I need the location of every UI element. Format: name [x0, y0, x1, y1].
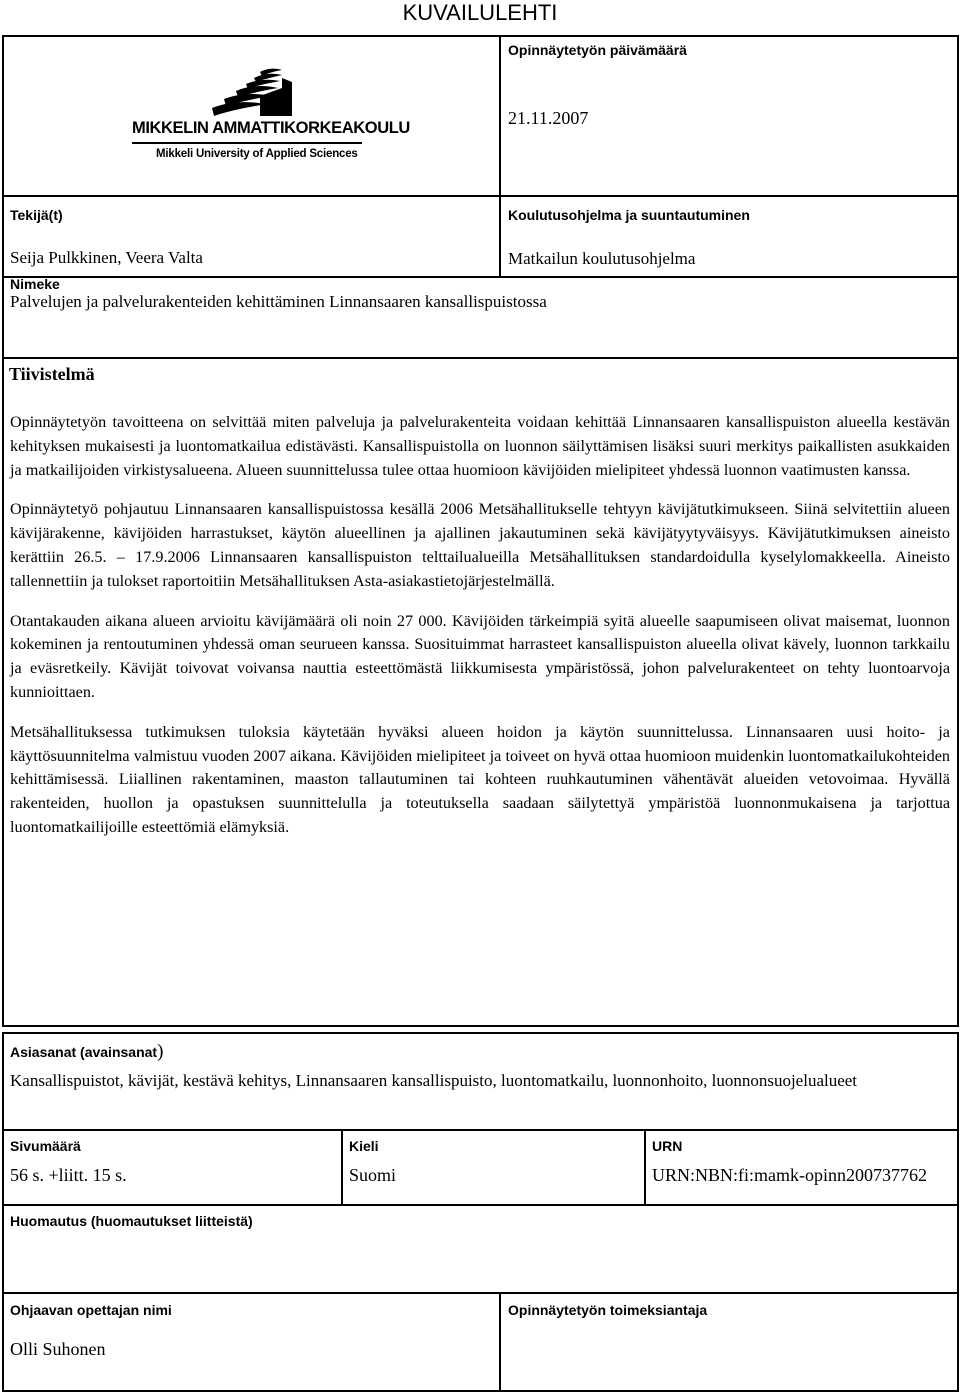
urn-value: URN:NBN:fi:mamk-opinn200737762	[652, 1165, 927, 1185]
language-label: Kieli	[349, 1138, 379, 1154]
program-value: Matkailun koulutusohjelma	[508, 249, 696, 268]
title-label: Nimeke	[10, 276, 60, 292]
authors-value: Seija Pulkkinen, Veera Valta	[10, 248, 203, 267]
abstract-paragraph: Metsähallituksessa tutkimuksen tuloksia käytetään hyväksi alueen hoidon ja käytön suunnittelussa. Linnansaaren uusi hoito- ja käyttösuunnitelma valmistuu vuoden 2007 aikana. Kävijöiden mielipiteet ja toiveet on hyvä ottaa huomioon muidenkin luontomatkailukohteiden kehittämisessä. Liiallinen rakentaminen, maaston tallautuminen tai kohteen ruuhkautuminen vähentävät alueiden vetovoimaa. Hyvällä rakenteiden, huollon ja opastuksen suunnittelulla ja toteutuksella saadaan säilytettyä ympäristöä luonnonmukaisena ja tarjottua luontomatkailijoille esteettömiä elämyksiä.	[10, 722, 950, 836]
pages-value: 56 s. +liitt. 15 s.	[10, 1165, 127, 1185]
row-line-2	[2, 276, 959, 278]
title-value: Palvelujen ja palvelurakenteiden kehittäminen Linnansaaren kansallispuistossa	[10, 292, 547, 311]
keywords-value: Kansallispuistot, kävijät, kestävä kehitys, Linnansaaren kansallispuisto, luontomatkailu, luonnonhoito, luonnonsuojelualueet	[10, 1071, 858, 1090]
abstract-heading: Tiivistelmä	[9, 364, 95, 384]
program-label: Koulutusohjelma ja suuntautuminen	[508, 207, 750, 223]
row-line-5	[2, 1204, 959, 1206]
abstract-paragraph: Opinnäytetyö pohjautuu Linnansaaren kansallispuistossa kesällä 2006 Metsähallitukselle tehtyyn kävijätutkimukseen. Siinä selvitettiin alueen kävijärakenne, kävijöiden harrastukset, käytön alueellinen ja ajallinen jakautuminen sekä kävijätyytyväisyys. Kävijätutkimuksen aineisto kerättiin 26.5. – 17.9.2006 Linnansaaren kansallispuiston telttailualueilla Metsähallituksen standardoidulla kyselylomakkeella. Aineisto tallennettiin ja tulokset raportoitiin Metsähallituksen Asta-asiakastietojärjestelmällä.	[10, 500, 950, 590]
col-line-2	[644, 1129, 646, 1204]
row-line-6	[2, 1292, 959, 1294]
keywords-label-paren: )	[157, 1041, 164, 1062]
language-value: Suomi	[349, 1165, 397, 1185]
row-line-3	[2, 357, 959, 359]
row-line-4	[2, 1129, 959, 1131]
top-divider	[499, 35, 501, 277]
col-line-3	[499, 1292, 501, 1392]
abstract-paragraph: Opinnäytetyön tavoitteena on selvittää miten palveluja ja palvelurakenteita voidaan kehittää Linnansaaren kansallispuiston alueella kestävän kehityksen mukaisesti ja luontomatkailua edistävästi. Kansallispuistolla on luonnon säilyttämisen lisäksi suuri merkitys paikallisten asukkaiden ja matkailijoiden virkistysalueena. Alueen suunnittelussa tulee ottaa huomioon kävijöiden mielipiteet yhdessä luonnon vaatimusten kanssa.	[10, 413, 950, 479]
pages-label: Sivumäärä	[10, 1138, 81, 1154]
col-line-1	[341, 1129, 343, 1204]
page-title: KUVAILULEHTI	[402, 0, 558, 25]
authors-label: Tekijä(t)	[10, 207, 63, 223]
notes-label: Huomautus (huomautukset liitteistä)	[10, 1213, 253, 1229]
university-logo	[132, 66, 410, 168]
urn-label: URN	[652, 1138, 683, 1154]
abstract-body	[10, 411, 950, 856]
supervisor-value: Olli Suhonen	[10, 1339, 106, 1359]
date-value: 21.11.2007	[508, 108, 589, 128]
date-label: Opinnäytetyön päivämäärä	[508, 42, 687, 58]
logo-name: MIKKELIN AMMATTIKORKEAKOULU	[132, 119, 410, 137]
logo-subtitle: Mikkeli University of Applied Sciences	[156, 148, 358, 160]
commissioner-label: Opinnäytetyön toimeksiantaja	[508, 1302, 708, 1318]
supervisor-label: Ohjaavan opettajan nimi	[10, 1302, 172, 1318]
keywords-label-text: Asiasanat (avainsanat	[10, 1044, 158, 1060]
keywords-label	[10, 1041, 163, 1063]
logo-underline	[132, 142, 362, 144]
row-line-1	[2, 195, 959, 197]
logo-mark-icon	[132, 66, 364, 118]
abstract-paragraph: Otantakauden aikana alueen arvioitu kävijämäärä oli noin 27 000. Kävijöiden tärkeimpiä syitä alueelle saapumiseen olivat maisemat, luonnon kokeminen ja rentoutuminen yhdessä oman seurueen kanssa. Suosituimmat harrasteet kansallispuiston alueella olivat kävely, luonnon tarkkailu ja eväsretkeily. Kävijät toivovat voivansa nauttia esteettömästä liikkumisesta ympäristössä, johon palvelurakenteet on tehty luontoarvoja kunnioittaen.	[10, 611, 950, 701]
